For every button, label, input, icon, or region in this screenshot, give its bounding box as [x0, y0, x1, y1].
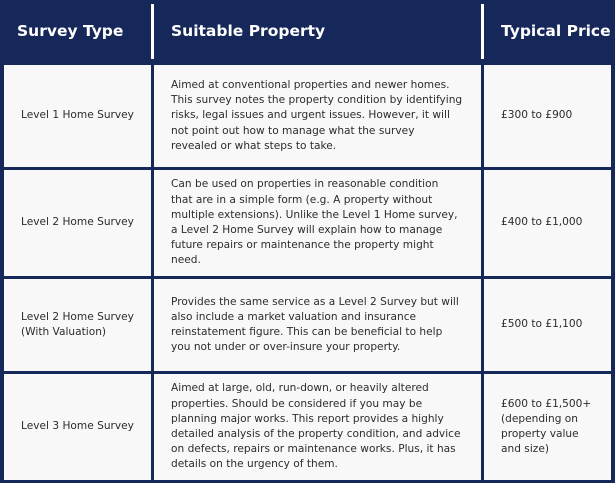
- table-row-1-survey-type: [4, 65, 151, 167]
- table-row-4-description: [154, 374, 481, 480]
- header-survey-type: [0, 0, 151, 62]
- table-row-1-description: [154, 65, 481, 167]
- description-text: Can be used on properties in reasonable condition that are in a simple form (e.g. A property without multiple extensions). Unlike the Level 1 Home survey, a Level 2 Home Survey will explain how to manage future repairs or maintenance the property might need.: [171, 178, 458, 267]
- table-row-2-description: [154, 170, 481, 276]
- table-row-1-price: [484, 65, 611, 167]
- survey-type-text: Level 2 Home Survey: [21, 216, 134, 229]
- survey-type-text: Level 2 Home Survey (With Valuation): [21, 310, 134, 338]
- header-suitable-property-label: Suitable Property: [171, 22, 326, 40]
- table-row-3-survey-type: [4, 279, 151, 371]
- description-text: Aimed at conventional properties and newer homes. This survey notes the property condition by identifying risks, legal issues and urgent issues. However, it will not point out how to manage what the survey revealed or what steps to take.: [171, 78, 463, 152]
- price-text: £500 to £1,100: [501, 318, 583, 331]
- header-suitable-property: [154, 0, 481, 62]
- table-row-4-survey-type: [4, 374, 151, 480]
- survey-type-text: Level 3 Home Survey: [21, 420, 134, 433]
- header-typical-price-label: Typical Price: [501, 22, 611, 40]
- price-text: £300 to £900: [501, 109, 573, 122]
- table-row-4-price: [484, 374, 611, 480]
- table-row-3-description: [154, 279, 481, 371]
- table-row-2-survey-type: [4, 170, 151, 276]
- header-typical-price: [484, 0, 615, 62]
- table-row-2-price: [484, 170, 611, 276]
- price-text: £600 to £1,500+ (depending on property value and size): [501, 397, 592, 456]
- table-row-3-price: [484, 279, 611, 371]
- description-text: Provides the same service as a Level 2 Survey but will also include a market valuation and insurance reinstatement figure. This can be beneficial to help you not under or over-insure your property.: [171, 295, 459, 354]
- price-text: £400 to £1,000: [501, 216, 583, 229]
- header-survey-type-label: Survey Type: [17, 22, 124, 40]
- description-text: Aimed at large, old, run-down, or heavily altered properties. Should be considered if you may be planning major works. This report provides a highly detailed analysis of the property condition, and advice on defects, repairs or maintenance works. Plus, it has details on the urgency of them.: [171, 382, 461, 471]
- survey-type-text: Level 1 Home Survey: [21, 109, 134, 122]
